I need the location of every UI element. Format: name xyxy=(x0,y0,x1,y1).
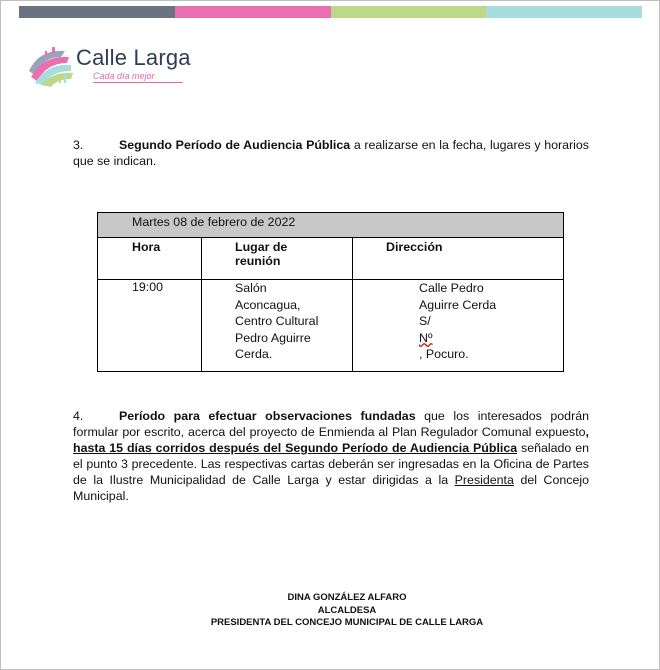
schedule-table xyxy=(97,212,564,372)
presidenta-link-text: Presidenta xyxy=(454,473,514,487)
section-4-number: 4. xyxy=(73,409,84,423)
cell-hora: 19:00 xyxy=(98,280,202,372)
signature-role: ALCALDESA xyxy=(317,605,377,616)
section-3-number: 3. xyxy=(73,138,84,152)
section-4-lead: Período para efectuar observaciones fundadas xyxy=(119,409,416,423)
header-lugar: Lugar de reunión xyxy=(202,238,353,280)
logo-tagline: Cada día mejor xyxy=(93,71,183,83)
bar-segment-teal xyxy=(486,6,642,18)
bar-segment-gray xyxy=(19,6,175,18)
spellcheck-marked-text: Nº xyxy=(419,330,433,345)
logo-title: Calle Larga xyxy=(76,45,191,70)
header-color-bar xyxy=(19,6,642,18)
signature-title: PRESIDENTA DEL CONCEJO MUNICIPAL DE CALLE LARGA xyxy=(210,617,484,628)
bar-segment-green xyxy=(331,6,487,18)
schedule-date: Martes 08 de febrero de 2022 xyxy=(132,215,296,229)
cell-direccion: Calle Pedro Aguirre Cerda S/ Nº , Pocuro. xyxy=(353,280,564,372)
section-3-paragraph xyxy=(73,137,589,169)
deadline-text: hasta 15 días corridos después del Segundo Período de Audiencia Pública xyxy=(73,441,518,455)
section-3-text: a realizarse en la fecha, lugares y horarios que se indican. xyxy=(73,138,589,168)
signature-name: DINA GONZÁLEZ ALFARO xyxy=(287,592,407,603)
schedule-date-cell xyxy=(98,213,564,238)
section-3-lead: Segundo Período de Audiencia Pública xyxy=(119,138,351,152)
header-direccion: Dirección xyxy=(353,238,564,280)
bar-segment-pink xyxy=(175,6,331,18)
header-hora: Hora xyxy=(98,238,202,280)
section-4-paragraph: 4. Período para efectuar observaciones fundadas que los interesados podrán formular por escrito, acerca del proyecto de Enmienda al Plan Regulador Comunal expuesto, hasta 15 días corridos después del Segundo Período de Audiencia Pública señalado en el punto 3 precedente. Las respectivas cartas deberán ser ingresadas en la Oficina de Partes de la Ilustre Municipalidad de Calle Larga y estar dirigidas a la Presidenta del Concejo Municipal. xyxy=(73,409,589,503)
cell-lugar: Salón Aconcagua, Centro Cultural Pedro Aguirre Cerda. xyxy=(202,280,353,372)
